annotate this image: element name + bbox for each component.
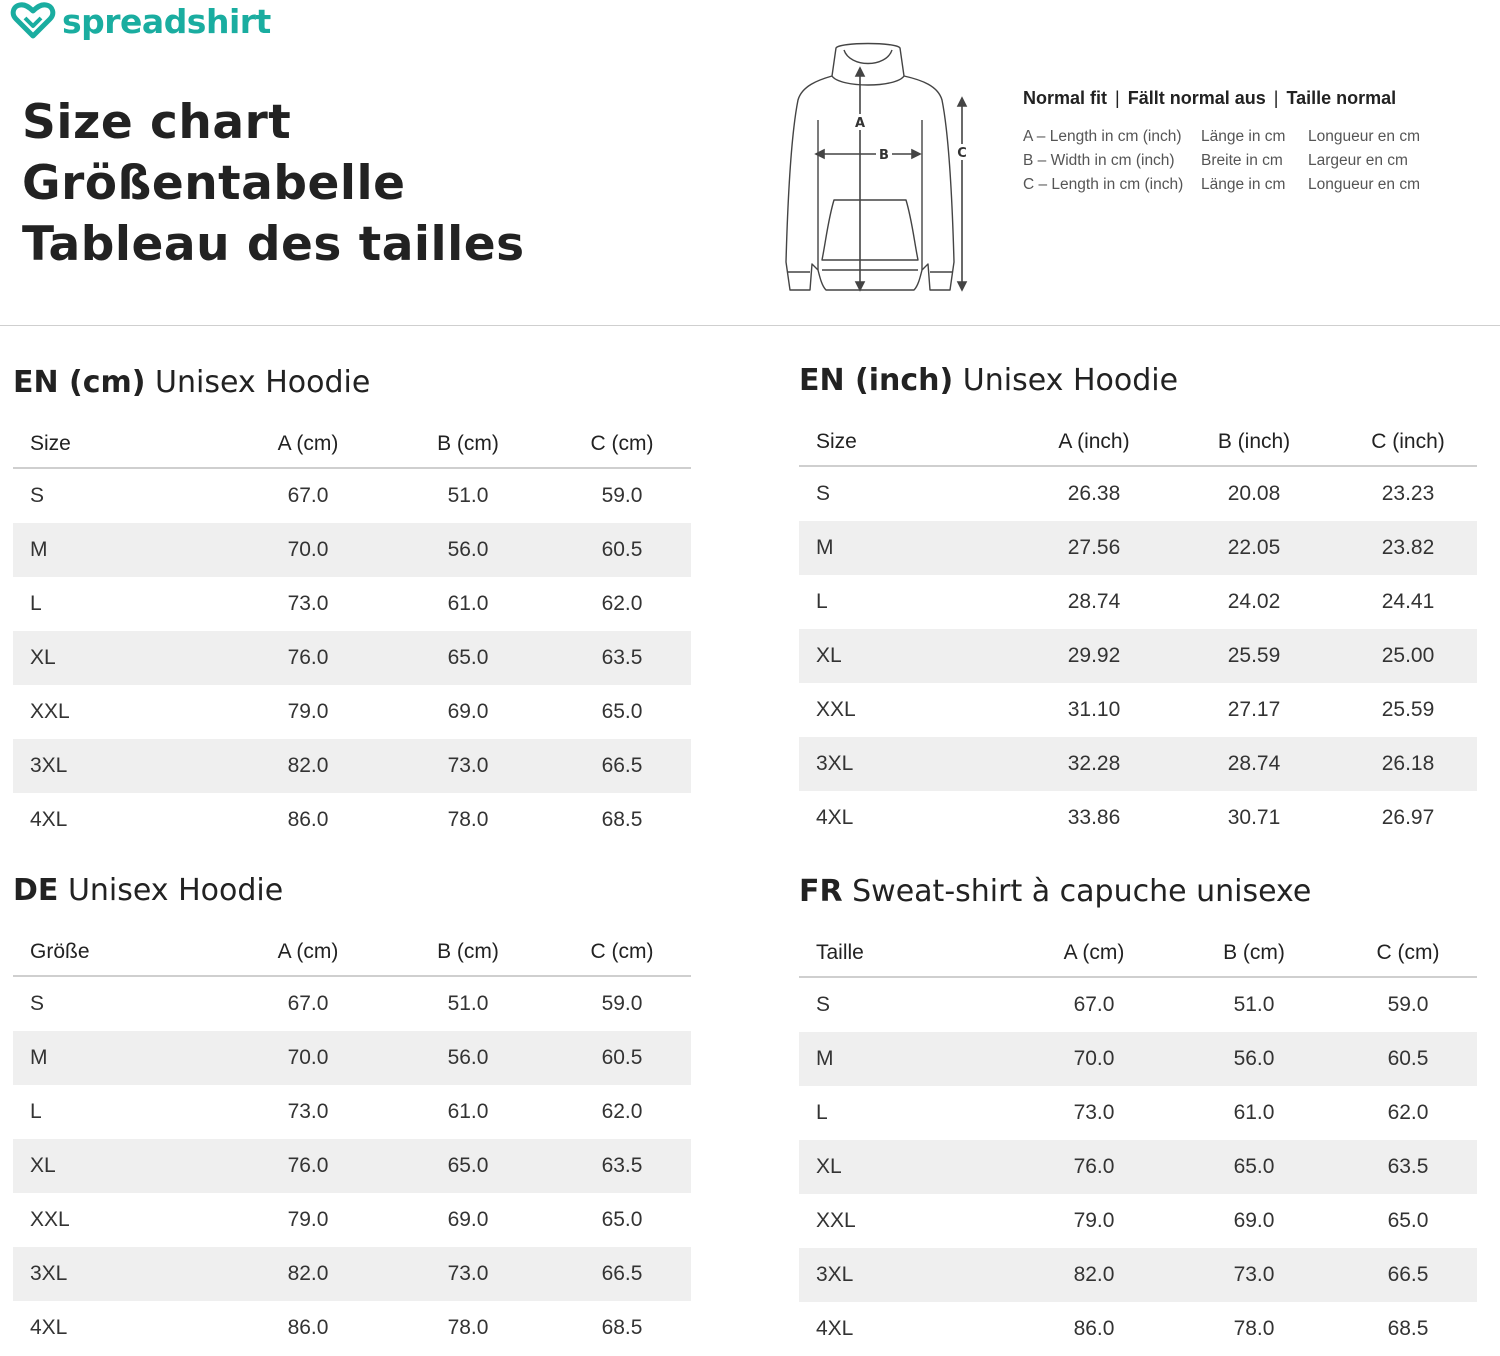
measure-cell: 51.0: [447, 484, 489, 507]
table-row: [13, 1139, 691, 1193]
table-row: [799, 791, 1477, 845]
measure-cell: 28.74: [1067, 590, 1121, 613]
measure-cell: 27.56: [1019, 521, 1169, 575]
table-row: [13, 739, 691, 793]
measure-cell: 61.0: [447, 1100, 489, 1123]
measure-cell: 60.5: [553, 523, 691, 577]
size-cell: XXL: [30, 1208, 70, 1231]
table-title-rest: Unisex Hoodie: [953, 363, 1179, 398]
measure-cell: 65.0: [601, 700, 643, 723]
legend-row: [1023, 149, 1493, 173]
title-en: Size chart: [22, 95, 292, 150]
table-row: [13, 577, 691, 631]
measure-cell: 82.0: [233, 1247, 383, 1301]
measure-cell: 32.28: [1019, 737, 1169, 791]
measure-cell: 66.5: [1339, 1248, 1477, 1302]
column-header: Size: [799, 419, 1019, 466]
measure-cell: 56.0: [383, 1031, 553, 1085]
legend-cell: Breite in cm: [1201, 152, 1283, 169]
size-cell: L: [816, 590, 828, 613]
table-row: [13, 1031, 691, 1085]
table-title-bold: FR: [799, 874, 843, 909]
column-header: C (cm): [553, 421, 691, 468]
table-row: [799, 683, 1477, 737]
measure-cell: 59.0: [1387, 993, 1429, 1016]
table-row: [799, 977, 1477, 1032]
measure-cell: 73.0: [1073, 1101, 1115, 1124]
table-title: [13, 363, 691, 403]
table-title-bold: EN (inch): [799, 363, 954, 398]
table-row: [13, 1085, 691, 1139]
table-header-row: [13, 929, 691, 976]
column-header: B (inch): [1169, 419, 1339, 466]
column-header: A (cm): [233, 421, 383, 468]
fit-fr: Taille normal: [1286, 88, 1397, 108]
measure-cell: 73.0: [383, 739, 553, 793]
measure-cell: 76.0: [1019, 1140, 1169, 1194]
size-cell: XL: [799, 1140, 1019, 1194]
column-header: A (cm): [233, 929, 383, 976]
measure-cell: 63.5: [553, 631, 691, 685]
size-cell: XXL: [30, 700, 70, 723]
table-en-inch: [799, 361, 1477, 845]
measure-cell: 82.0: [233, 739, 383, 793]
column-header: Taille: [799, 930, 1019, 977]
separator: |: [1273, 88, 1279, 108]
size-cell: XXL: [816, 698, 856, 721]
table-row: [799, 466, 1477, 521]
measure-cell: 66.5: [553, 1247, 691, 1301]
table-title: [13, 871, 691, 911]
size-cell: 4XL: [30, 1316, 68, 1339]
size-cell: M: [799, 1032, 1019, 1086]
table-row: [13, 468, 691, 523]
measure-cell: 23.82: [1339, 521, 1477, 575]
table-title-bold: EN (cm): [13, 365, 146, 400]
measure-cell: 61.0: [447, 592, 489, 615]
title-fr: Tableau des tailles: [22, 217, 525, 272]
legend-cell: Länge in cm: [1201, 128, 1286, 145]
measure-cell: 78.0: [447, 808, 489, 831]
legend-cell: Länge in cm: [1201, 176, 1286, 193]
measure-cell: 69.0: [447, 700, 489, 723]
fit-de: Fällt normal aus: [1127, 88, 1266, 108]
fit-line: [1023, 88, 1493, 109]
measure-cell: 73.0: [287, 1100, 329, 1123]
table-de: [13, 871, 691, 1355]
size-cell: S: [816, 482, 831, 505]
label-c: C: [957, 146, 967, 161]
legend-row: [1023, 173, 1493, 197]
table-row: [13, 793, 691, 847]
table-row: [799, 1032, 1477, 1086]
table-row: [799, 1248, 1477, 1302]
measure-cell: 76.0: [233, 1139, 383, 1193]
measure-cell: 22.05: [1169, 521, 1339, 575]
measure-cell: 25.59: [1169, 629, 1339, 683]
size-table: [799, 930, 1477, 1356]
table-row: [13, 523, 691, 577]
size-cell: M: [799, 521, 1019, 575]
table-row: [13, 1193, 691, 1247]
measure-cell: 24.41: [1381, 590, 1435, 613]
measure-cell: 76.0: [233, 631, 383, 685]
table-fr: [799, 872, 1477, 1356]
measure-cell: 73.0: [287, 592, 329, 615]
measure-cell: 70.0: [233, 523, 383, 577]
column-header: Size: [13, 421, 233, 468]
measure-cell: 30.71: [1227, 806, 1281, 829]
table-header-row: [799, 419, 1477, 466]
measure-cell: 31.10: [1067, 698, 1121, 721]
size-cell: L: [30, 1100, 42, 1123]
measure-cell: 79.0: [287, 1208, 329, 1231]
table-row: [13, 631, 691, 685]
column-header: C (cm): [1339, 930, 1477, 977]
size-cell: 3XL: [13, 1247, 233, 1301]
measure-cell: 27.17: [1227, 698, 1281, 721]
size-table: [799, 419, 1477, 845]
legend-cell: Longueur en cm: [1308, 176, 1421, 193]
size-cell: 4XL: [816, 1317, 854, 1340]
size-cell: XL: [799, 629, 1019, 683]
measure-cell: 23.23: [1381, 482, 1435, 505]
size-cell: M: [13, 1031, 233, 1085]
measure-cell: 62.0: [601, 1100, 643, 1123]
legend-cell: A – Length in cm (inch): [1023, 128, 1182, 145]
hoodie-diagram-icon: [778, 40, 978, 298]
measure-cell: 60.5: [553, 1031, 691, 1085]
measure-cell: 79.0: [287, 700, 329, 723]
size-cell: S: [30, 992, 45, 1015]
measure-cell: 61.0: [1233, 1101, 1275, 1124]
measure-cell: 68.5: [601, 808, 643, 831]
size-cell: M: [13, 523, 233, 577]
measure-cell: 51.0: [1233, 993, 1275, 1016]
table-row: [13, 976, 691, 1031]
size-cell: 3XL: [799, 1248, 1019, 1302]
brand-logo: [10, 0, 271, 42]
column-header: B (cm): [383, 929, 553, 976]
table-en-cm: [13, 363, 691, 847]
measure-cell: 59.0: [601, 992, 643, 1015]
measure-cell: 67.0: [287, 484, 329, 507]
table-title: [799, 361, 1477, 401]
measure-cell: 65.0: [1387, 1209, 1429, 1232]
measure-cell: 26.18: [1339, 737, 1477, 791]
table-title-rest: Unisex Hoodie: [58, 873, 284, 908]
size-cell: S: [30, 484, 45, 507]
measure-cell: 26.38: [1067, 482, 1121, 505]
legend-cell: C – Length in cm (inch): [1023, 176, 1184, 193]
label-b: B: [879, 148, 889, 163]
measure-cell: 78.0: [1233, 1317, 1275, 1340]
measure-cell: 69.0: [447, 1208, 489, 1231]
size-cell: XXL: [816, 1209, 856, 1232]
measure-cell: 56.0: [1169, 1032, 1339, 1086]
table-title-rest: Unisex Hoodie: [145, 365, 371, 400]
table-row: [13, 1247, 691, 1301]
measure-cell: 60.5: [1339, 1032, 1477, 1086]
label-a: A: [854, 116, 866, 131]
legend-cell: Longueur en cm: [1308, 128, 1421, 145]
page-titles: [22, 92, 525, 275]
legend-cell: B – Width in cm (inch): [1023, 152, 1175, 169]
table-title-bold: DE: [13, 873, 59, 908]
measure-cell: 65.0: [601, 1208, 643, 1231]
table-row: [799, 1302, 1477, 1356]
measure-cell: 78.0: [447, 1316, 489, 1339]
size-cell: XL: [13, 1139, 233, 1193]
legend-row: [1023, 125, 1493, 149]
measure-cell: 25.59: [1381, 698, 1435, 721]
measure-cell: 51.0: [447, 992, 489, 1015]
size-cell: S: [816, 993, 831, 1016]
heart-logo-icon: [10, 1, 56, 41]
size-table: [13, 421, 691, 847]
measure-cell: 66.5: [553, 739, 691, 793]
column-header: C (inch): [1339, 419, 1477, 466]
table-header-row: [13, 421, 691, 468]
legend-cell: Largeur en cm: [1308, 152, 1408, 169]
fit-en: Normal fit: [1023, 88, 1108, 108]
measure-cell: 20.08: [1227, 482, 1281, 505]
measure-cell: 69.0: [1233, 1209, 1275, 1232]
table-row: [799, 629, 1477, 683]
measure-cell: 65.0: [1169, 1140, 1339, 1194]
measure-cell: 24.02: [1227, 590, 1281, 613]
table-header-row: [799, 930, 1477, 977]
measure-cell: 65.0: [383, 1139, 553, 1193]
column-header: A (cm): [1019, 930, 1169, 977]
size-cell: 4XL: [816, 806, 854, 829]
size-cell: 4XL: [30, 808, 68, 831]
measure-cell: 70.0: [233, 1031, 383, 1085]
measure-cell: 56.0: [383, 523, 553, 577]
size-cell: L: [30, 592, 42, 615]
column-header: A (inch): [1019, 419, 1169, 466]
measure-cell: 63.5: [553, 1139, 691, 1193]
measure-cell: 25.00: [1339, 629, 1477, 683]
table-row: [799, 1086, 1477, 1140]
legend-rows: [1023, 125, 1493, 197]
measurement-legend: [1023, 88, 1493, 197]
size-table: [13, 929, 691, 1355]
table-title-rest: Sweat-shirt à capuche unisexe: [842, 874, 1312, 909]
column-header: Größe: [13, 929, 233, 976]
measure-cell: 68.5: [601, 1316, 643, 1339]
measure-cell: 68.5: [1387, 1317, 1429, 1340]
measure-cell: 65.0: [383, 631, 553, 685]
table-row: [799, 1140, 1477, 1194]
table-row: [799, 737, 1477, 791]
measure-cell: 86.0: [287, 1316, 329, 1339]
column-header: B (cm): [1169, 930, 1339, 977]
separator: |: [1115, 88, 1120, 108]
measure-cell: 67.0: [1073, 993, 1115, 1016]
column-header: C (cm): [553, 929, 691, 976]
size-cell: XL: [13, 631, 233, 685]
measure-cell: 79.0: [1073, 1209, 1115, 1232]
size-cell: 3XL: [13, 739, 233, 793]
measure-cell: 62.0: [601, 592, 643, 615]
measure-cell: 63.5: [1339, 1140, 1477, 1194]
table-title: [799, 872, 1477, 912]
measure-cell: 67.0: [287, 992, 329, 1015]
table-row: [799, 1194, 1477, 1248]
size-cell: 3XL: [799, 737, 1019, 791]
measure-cell: 73.0: [1169, 1248, 1339, 1302]
table-row: [13, 685, 691, 739]
measure-cell: 86.0: [1073, 1317, 1115, 1340]
measure-cell: 29.92: [1019, 629, 1169, 683]
table-row: [799, 575, 1477, 629]
size-cell: L: [816, 1101, 828, 1124]
measure-cell: 59.0: [601, 484, 643, 507]
column-header: B (cm): [383, 421, 553, 468]
measure-cell: 28.74: [1169, 737, 1339, 791]
measure-cell: 82.0: [1019, 1248, 1169, 1302]
table-row: [799, 521, 1477, 575]
brand-name: spreadshirt: [62, 1, 271, 41]
measure-cell: 70.0: [1019, 1032, 1169, 1086]
measure-cell: 86.0: [287, 808, 329, 831]
measure-cell: 33.86: [1067, 806, 1121, 829]
measure-cell: 73.0: [383, 1247, 553, 1301]
divider: [0, 325, 1500, 326]
measure-cell: 62.0: [1387, 1101, 1429, 1124]
table-row: [13, 1301, 691, 1355]
measure-cell: 26.97: [1381, 806, 1435, 829]
title-de: Größentabelle: [22, 156, 406, 211]
